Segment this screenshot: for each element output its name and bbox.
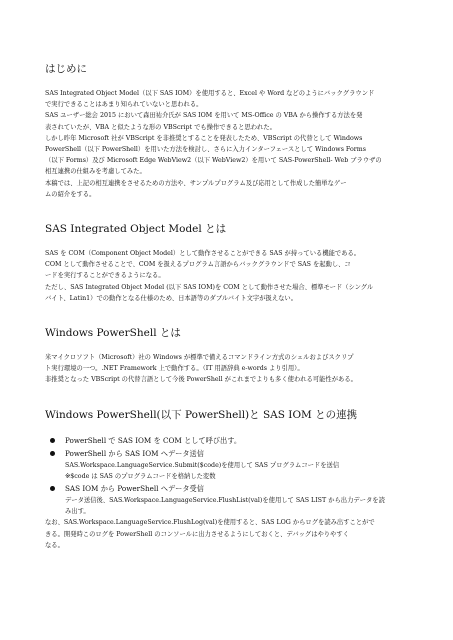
section-intro-body (45, 88, 415, 200)
section-iom (45, 222, 415, 304)
text-line: で実行できることはあまり知られていないと思われる。 (45, 101, 203, 109)
sub-text: ※$code は SAS のプログラムコードを格納した変数 (65, 472, 216, 480)
text-line: PowerShell（以下 PowerShell）を用いた方法を検討し、さらに入力インターフェースとして Windows Forms (45, 146, 366, 154)
text-line: なお、SAS.Workspace.LanguageService.FlushLog(val)を使用すると、SAS LOG からログを読み出すことがで (45, 519, 375, 527)
text-line: （以下 Forms）及び Microsoft Edge WebView2（以下 WebView2）を用いて SAS-PowerShell- Web ブラウザの (45, 157, 382, 165)
text-line: 非推奨となった VBScript の代替言語として今後 PowerShell がこれまでよりも多く使われる可能性がある。 (45, 376, 357, 384)
text-line: ただし、SAS Integrated Object Model (以下 SAS IOM)を COM として動作させた場合、標準モード（シングル (45, 283, 374, 291)
text-line: SAS Integrated Object Model（以下 SAS IOM）を使用すると、Excel や Word などのようにバックグラウンド (45, 90, 375, 97)
text-line: バイト、Latin1）での動作となる仕様のため、日本語等のダブルバイト文字が扱えない。 (45, 294, 298, 302)
section-heading-iom: SAS Integrated Object Model とは (45, 223, 227, 236)
bullet-item: SAS IOM から PowerShell へデータ受信 (45, 482, 415, 495)
text-line: しかし昨年 Microsoft 社が VBScript を非推奨とすることを発表したため、VBScript の代替として Windows (45, 134, 363, 142)
text-line: SAS ユーザー総会 2015 において森田祐介氏が SAS IOM を用いて MS-Office の VBA から操作する方法を発 (45, 112, 363, 120)
text-line: きる。開発時このログを PowerShell のコンソールに出力させるようにしておくと、デバッグはやりやすく (45, 530, 349, 538)
section-heading-integration: Windows PowerShell(以下 PowerShell)と SAS IOM との連携 (45, 408, 358, 421)
sub-text: み出す。 (65, 508, 90, 516)
section-heading-intro: はじめに (45, 63, 87, 75)
section-heading-powershell: Windows PowerShell とは (45, 327, 181, 340)
text-line: COM として動作させることで、COM を扱えるプログラム言語からバックグラウンドで SAS を起動し、コ (45, 261, 351, 269)
text-line: 本稿では、上記の相互連携をさせるための方法や、サンプルプログラム及び応用として作成した簡単なゲー (45, 179, 347, 187)
text-line: なる。 (45, 541, 64, 549)
bullet-item: PowerShell から SAS IOM へデータ送信 (45, 447, 415, 460)
bullet-item: PowerShell で SAS IOM を COM として呼び出す。 (45, 434, 415, 447)
text-line: ードを実行することができるようになる。 (45, 272, 165, 280)
text-line: 米マイクロソフト（Microsoft）社の Windows が標準で備えるコマンドライン方式のシェルおよびスクリプ (45, 354, 354, 362)
sub-text: データ送信後、SAS.Workspace.LanguageService.FlushList(val)を使用して SAS LIST から出力データを読 (65, 497, 385, 505)
text-line: 表されていたが、VBA と似たような形の VBScript でも操作できると思われた。 (45, 123, 276, 131)
text-line: ト実行環境の一つ。.NET Framework 上で動作する。（IT 用語辞典 e-words より引用）。 (45, 365, 304, 373)
sub-text: SAS.Workspace.LanguageService.Submit($code)を使用して SAS プログラムコードを送信 (65, 461, 340, 469)
section-powershell (45, 326, 415, 386)
text-line: 相互連携の仕組みを考慮してみた。 (45, 168, 146, 176)
text-line: ムの紹介をする。 (45, 190, 96, 198)
bullet-list (45, 434, 415, 460)
text-line: SAS を COM（Component Object Model）として動作させることができる SAS が持っている機能である。 (45, 250, 361, 258)
bullet-list (45, 482, 415, 495)
document-body (45, 62, 415, 551)
section-integration (45, 408, 415, 551)
